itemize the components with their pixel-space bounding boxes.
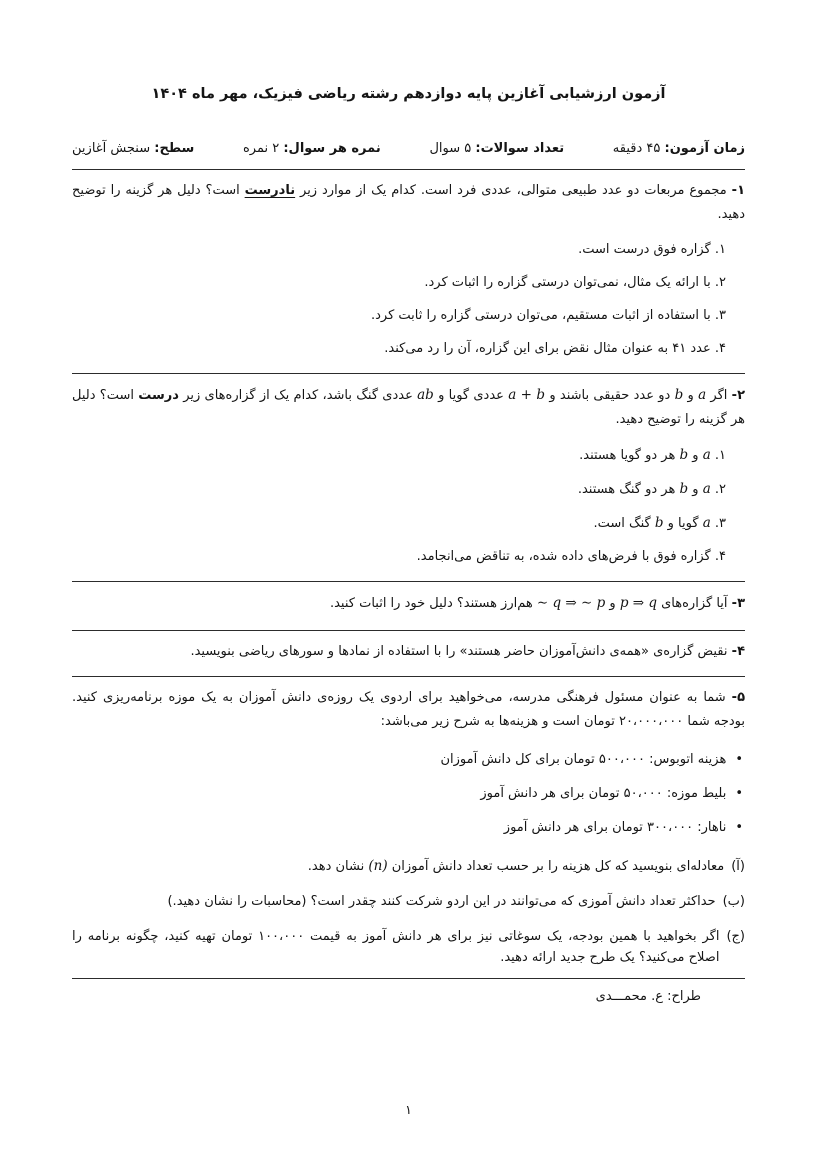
option-text-part: هر دو گنگ هستند. (577, 482, 680, 497)
bullet-item (72, 818, 743, 838)
question-4 (72, 640, 745, 664)
option-item: ۲. با ارائه یک مثال، نمی‌توان درستی گزاره را اثبات کرد. (424, 275, 726, 290)
option-number: ۱. (710, 448, 726, 463)
option-text-part: و (688, 482, 703, 497)
question-number: ۲- (731, 388, 746, 403)
option-item (72, 513, 726, 534)
info-value: سنجش آغازین (72, 141, 151, 156)
bullet-item (72, 784, 743, 804)
q5-bullet-list (72, 750, 743, 838)
option-item (72, 479, 726, 500)
math-var: a (702, 515, 711, 531)
info-label: نمره هر سوال: (283, 141, 381, 156)
question-text-part: اگر (706, 388, 728, 403)
math-var: b (679, 447, 689, 463)
sub-text-part: معادله‌ای بنویسید که کل هزینه را بر حسب تعداد دانش آموزان (387, 859, 725, 874)
question-text-part: و (605, 596, 620, 611)
question-text (72, 686, 745, 734)
exam-info-bar (72, 140, 745, 158)
option-item: ۴. عدد ۴۱ به عنوان مثال نقض برای این گزاره، آن را رد می‌کند. (384, 341, 726, 356)
option-item (72, 445, 726, 466)
sub-question-text: اگر بخواهید با همین بودجه، یک سوغاتی نیز برای هر دانش آموز به قیمت ۱۰۰،۰۰۰ تومان تهیه کنید، چگونه برنامه را اصلاح می‌کنید؟ یک طرح جدید ارائه دهید. (72, 929, 720, 965)
option-item: ۳. با استفاده از اثبات مستقیم، می‌توان درستی گزاره را ثابت کرد. (371, 308, 726, 323)
math-var: a (698, 387, 707, 403)
info-value: ۵ سوال (429, 141, 472, 156)
question-text-part: نقیض گزاره‌ی «همه‌ی دانش‌آموزان حاضر هستند» را با استفاده از نمادها و سورهای ریاضی بنویسید. (190, 644, 728, 659)
option-number: ۲. (710, 482, 726, 497)
emphasized-word: نادرست (244, 183, 296, 198)
math-formula: ∼ q ⇒ ∼ p (536, 595, 606, 611)
info-label: سطح: (154, 141, 195, 156)
math-var: a (702, 481, 711, 497)
section-divider (72, 169, 745, 170)
q1-options (72, 240, 726, 359)
sub-question-text: حداکثر تعداد دانش آموزی که می‌توانند در این اردو شرکت کنند چقدر است؟ (محاسبات را نشان دهید.) (167, 894, 716, 909)
bullet-text: بلیط موزه: ۵۰،۰۰۰ تومان برای هر دانش آموز (480, 786, 727, 801)
info-label: تعداد سوالات: (475, 141, 565, 156)
question-2 (72, 383, 745, 567)
info-item-level (72, 140, 194, 158)
bullet-item (72, 750, 743, 770)
math-var: b (674, 387, 684, 403)
question-3 (72, 591, 745, 616)
section-divider (72, 581, 745, 582)
question-text-part: عددی گویا و (433, 388, 509, 403)
question-text-part: آیا گزاره‌های (657, 596, 728, 611)
question-text-part: است؟ دلیل هر گزینه را توضیح دهید. (72, 183, 745, 222)
option-text-part: گنگ است. (593, 516, 655, 531)
info-item-score-per-question (243, 140, 381, 158)
bullet-icon: • (735, 820, 743, 835)
question-text-part: هم‌ارز هستند؟ دلیل خود را اثبات کنید. (329, 596, 537, 611)
question-number: ۵- (731, 690, 745, 705)
sub-text-part: نشان دهد. (307, 859, 369, 874)
option-item: ۱. گزاره فوق درست است. (578, 242, 726, 257)
math-var: b (679, 481, 689, 497)
option-number: ۴. (710, 549, 726, 564)
question-number: ۱- (731, 183, 745, 198)
question-5 (72, 686, 745, 968)
info-item-exam-time (613, 140, 745, 158)
q5-sub-questions (72, 856, 745, 968)
question-number: ۳- (731, 596, 745, 611)
math-var: a (702, 447, 711, 463)
question-text (72, 591, 745, 616)
section-divider (72, 630, 745, 631)
question-text-part: دو عدد حقیقی باشند و (545, 388, 675, 403)
option-text-part: هر دو گویا هستند. (579, 448, 680, 463)
math-formula: p ⇒ q (619, 595, 657, 611)
bullet-icon: • (735, 752, 743, 767)
question-text-part: شما به عنوان مسئول فرهنگی مدرسه، می‌خواهید برای اردوی یک روزه‌ی دانش آموزان به یک موزه برنامه‌ریزی کنید. بودجه شما ۲۰،۰۰۰،۰۰۰ تومان است و هزینه‌ها به شرح زیر می‌باشد: (72, 690, 745, 729)
question-text (72, 640, 745, 664)
math-var: b (654, 515, 664, 531)
option-text-part: گزاره فوق با فرض‌های داده شده، به تناقض می‌انجامد. (416, 549, 711, 564)
bullet-text: هزینه اتوبوس: ۵۰۰،۰۰۰ تومان برای کل دانش آموزان (440, 752, 727, 767)
bullet-icon: • (735, 786, 743, 801)
info-value: ۲ نمره (242, 141, 280, 156)
question-text (72, 383, 745, 432)
section-divider (72, 373, 745, 374)
math-formula: ab (417, 387, 434, 403)
question-text-part: است؟ دلیل هر گزینه را توضیح دهید. (72, 388, 745, 427)
option-text-part: و (688, 448, 703, 463)
sub-question-a (72, 856, 745, 877)
q2-options (72, 445, 726, 567)
sub-question-c (72, 926, 745, 968)
sub-question-label: (ج) (726, 929, 745, 944)
sub-question-b (72, 891, 745, 912)
bullet-text: ناهار: ۳۰۰،۰۰۰ تومان برای هر دانش آموز (503, 820, 727, 835)
question-text-part: عددی گنگ باشد، کدام یک از گزاره‌های زیر (178, 388, 418, 403)
page-number: ۱ (405, 1102, 412, 1117)
sub-question-text (72, 856, 724, 877)
section-divider (72, 676, 745, 677)
page-title: آزمون ارزشیابی آغازین پایه دوازدهم رشته ریاضی فیزیک، مهر ماه ۱۴۰۴ (151, 86, 666, 102)
sub-question-label: (آ) (731, 859, 745, 874)
question-text-part: و (683, 388, 699, 403)
question-text-part: مجموع مربعات دو عدد طبیعی متوالی، عددی فرد است. کدام یک از موارد زیر (295, 183, 727, 198)
section-divider (72, 978, 745, 979)
emphasized-word: درست (138, 388, 179, 403)
option-number: ۳. (710, 516, 726, 531)
math-var: (n) (368, 858, 388, 874)
info-item-question-count (429, 140, 564, 158)
designer-credit: طراح: ع. محمـــدی (595, 989, 701, 1004)
sub-question-label: (ب) (722, 894, 745, 909)
info-value: ۴۵ دقیقه (612, 141, 661, 156)
math-formula: a + b (508, 387, 546, 403)
question-text (72, 179, 745, 227)
option-text-part: گویا و (663, 516, 703, 531)
question-1 (72, 179, 745, 359)
info-label: زمان آزمون: (664, 141, 745, 156)
option-item (72, 547, 726, 567)
question-number: ۴- (731, 644, 745, 659)
